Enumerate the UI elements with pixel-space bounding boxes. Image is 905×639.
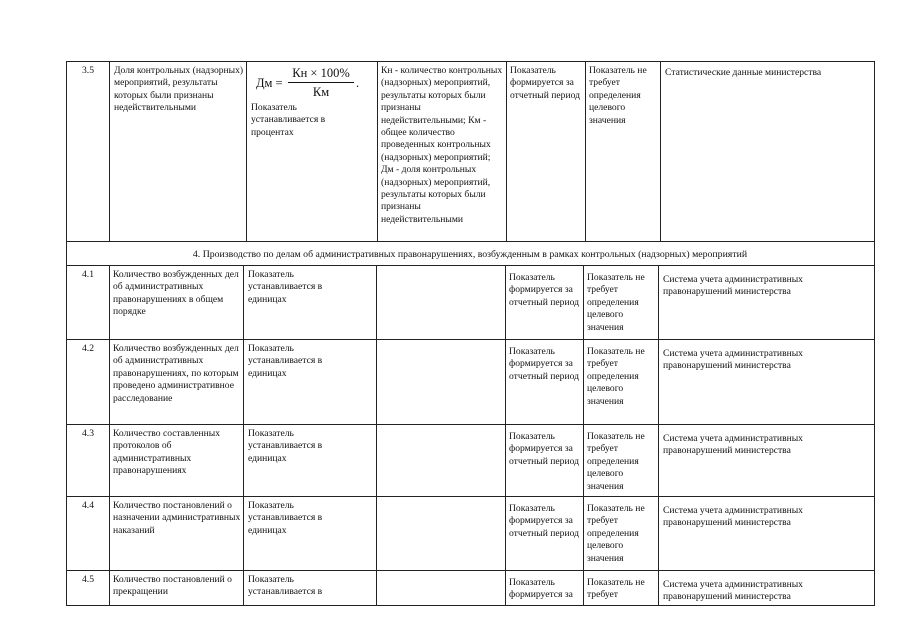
unit-description: Показатель устанавливается в единицах xyxy=(248,500,323,536)
period-description: Показатель формируется за отчетный период xyxy=(509,503,579,539)
indicator-name: Количество возбужденных дел об административных правонарушениях, по которым проведено административное расследование xyxy=(113,343,239,404)
table-rule xyxy=(66,424,875,425)
table-rule xyxy=(66,241,875,242)
target-description: Показатель не требует определения целевого значения xyxy=(587,346,645,407)
target-description: Показатель не требует xyxy=(587,577,645,601)
indicator-name: Количество постановлений о прекращении xyxy=(113,574,232,598)
table-border-top xyxy=(66,61,875,62)
variables-description: Кн - количество контрольных (надзорных) мероприятий, результаты которых были признаны недействительными; Км - общее количество проведенных контрольных (надзорных) мероприятий; Дм - доля контрольных (надзорных) мероприятий, результаты которых были признаны недействительными xyxy=(381,65,503,225)
table-rule xyxy=(66,339,875,340)
table-rule xyxy=(66,265,875,266)
unit-description: Показатель устанавливается в единицах xyxy=(248,428,323,464)
data-source: Система учета административных правонарушений министерства xyxy=(663,433,803,457)
indicator-name: Количество постановлений о назначении административных наказаний xyxy=(113,500,241,536)
target-description: Показатель не требует определения целевого значения xyxy=(587,272,645,333)
data-source: Система учета административных правонарушений министерства xyxy=(663,348,803,372)
period-description: Показатель формируется за отчетный период xyxy=(510,65,580,101)
period-description: Показатель формируется за отчетный период xyxy=(509,272,579,308)
table-rule xyxy=(66,570,875,571)
row-number: 3.5 xyxy=(82,65,94,76)
column-divider xyxy=(658,265,659,605)
unit-description: Показатель устанавливается в процентах xyxy=(251,102,326,138)
column-divider xyxy=(377,61,378,241)
table-border-bottom xyxy=(66,605,875,606)
period-description: Показатель формируется за отчетный период xyxy=(509,346,579,382)
column-divider xyxy=(585,61,586,241)
row-number: 4.2 xyxy=(82,343,94,354)
table-rule xyxy=(66,496,875,497)
column-divider xyxy=(583,265,584,605)
column-divider xyxy=(505,265,506,605)
column-divider xyxy=(660,61,661,241)
unit-description: Показатель устанавливается в единицах xyxy=(248,343,323,379)
data-source: Система учета административных правонарушений министерства xyxy=(663,505,803,529)
column-divider xyxy=(376,265,377,605)
period-description: Показатель формируется за xyxy=(509,577,573,601)
column-divider xyxy=(109,265,110,605)
row-number: 4.5 xyxy=(82,574,94,585)
indicator-name: Количество возбужденных дел об административных правонарушениях в общем порядке xyxy=(113,269,239,318)
formula-lhs: Дм = xyxy=(256,76,283,90)
table-border-left xyxy=(66,61,67,606)
target-description: Показатель не требует определения целевого значения xyxy=(587,503,645,564)
data-source: Система учета административных правонарушений министерства xyxy=(663,274,803,298)
formula xyxy=(252,66,372,102)
table-border-right xyxy=(874,61,875,606)
row-number: 4.3 xyxy=(82,428,94,439)
unit-description: Показатель устанавливается в xyxy=(248,574,323,598)
column-divider xyxy=(246,61,247,241)
row-number: 4.1 xyxy=(82,269,94,280)
data-source: Система учета административных правонарушений министерства xyxy=(663,579,803,603)
target-description: Показатель не требует определения целевого значения xyxy=(587,431,645,492)
data-source: Статистические данные министерства xyxy=(665,67,822,78)
column-divider xyxy=(109,61,110,241)
formula-denominator: Км xyxy=(312,85,330,99)
unit-description: Показатель устанавливается в единицах xyxy=(248,269,323,305)
formula-numerator: Кн × 100% xyxy=(292,66,350,80)
row-number: 4.4 xyxy=(82,500,94,511)
formula-dot: . xyxy=(356,76,360,90)
section-header: 4. Производство по делам об административных правонарушениях, возбужденным в рамках контрольных (надзорных) мероприятий xyxy=(192,249,748,260)
fraction-bar xyxy=(288,82,354,83)
column-divider xyxy=(243,265,244,605)
indicator-name: Доля контрольных (надзорных) мероприятий, результаты которых были признаны недействительными xyxy=(114,65,244,114)
period-description: Показатель формируется за отчетный период xyxy=(509,431,579,467)
indicator-name: Количество составленных протоколов об административных правонарушениях xyxy=(113,428,221,477)
column-divider xyxy=(506,61,507,241)
target-description: Показатель не требует определения целевого значения xyxy=(589,65,647,126)
